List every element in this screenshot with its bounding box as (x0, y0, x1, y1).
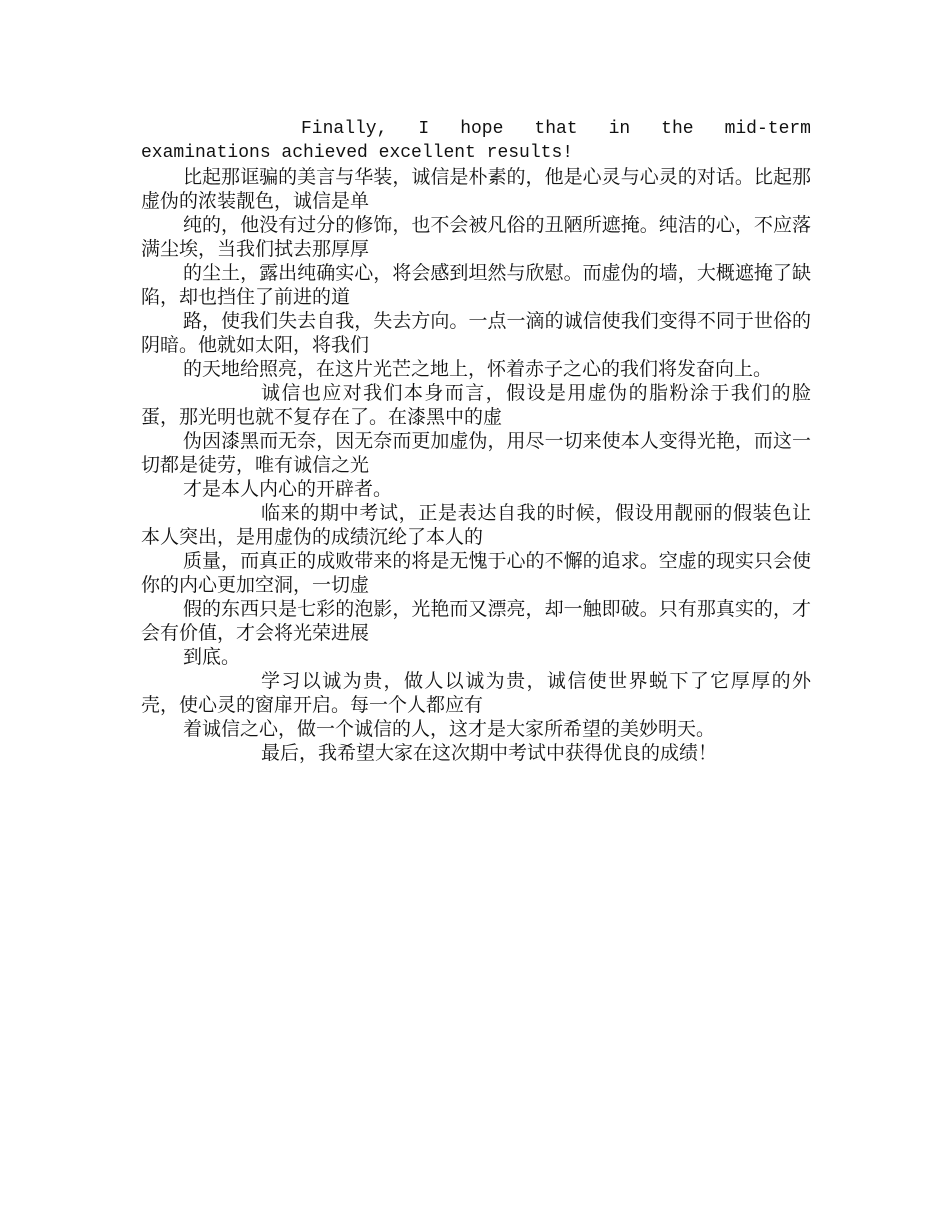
paragraph: 的尘土，露出纯确实心，将会感到坦然与欣慰。而虚伪的墙，大概遮掩了缺陷，却也挡住了前进的道 (141, 262, 811, 308)
paragraph: 纯的，他没有过分的修饰，也不会被凡俗的丑陋所遮掩。纯洁的心，不应落满尘埃，当我们拭去那厚厚 (141, 214, 811, 260)
paragraph: 质量，而真正的成败带来的将是无愧于心的不懈的追求。空虚的现实只会使你的内心更加空洞，一切虚 (141, 550, 811, 596)
paragraph: 比起那诓骗的美言与华装，诚信是朴素的，他是心灵与心灵的对话。比起那虚伪的浓装靓色，诚信是单 (141, 166, 811, 212)
paragraph: 诚信也应对我们本身而言，假设是用虚伪的脂粉涂于我们的脸蛋，那光明也就不复存在了。在漆黑中的虚 (141, 382, 811, 428)
paragraph: 学习以诚为贵，做人以诚为贵，诚信使世界蜕下了它厚厚的外壳，使心灵的窗扉开启。每一个人都应有 (141, 670, 811, 716)
paragraph: 路，使我们失去自我，失去方向。一点一滴的诚信使我们变得不同于世俗的阴暗。他就如太阳，将我们 (141, 310, 811, 356)
paragraph: 临来的期中考试，正是表达自我的时候，假设用靓丽的假装色让本人突出，是用虚伪的成绩沉纶了本人的 (141, 502, 811, 548)
paragraph: 到底。 (183, 646, 241, 668)
paragraph-chinese-closing: 最后，我希望大家在这次期中考试中获得优良的成绩！ (261, 742, 718, 764)
paragraph-english-closing: Finally, I hope that in the mid-term examinations achieved excellent results! (141, 119, 811, 163)
document-body (141, 117, 811, 765)
paragraph: 着诚信之心，做一个诚信的人，这才是大家所希望的美妙明天。 (183, 718, 716, 740)
paragraph: 伪因漆黑而无奈，因无奈而更加虚伪，用尽一切来使本人变得光艳，而这一切都是徒劳，唯有诚信之光 (141, 430, 811, 476)
paragraph: 假的东西只是七彩的泡影，光艳而又漂亮，却一触即破。只有那真实的，才会有价值，才会将光荣进展 (141, 598, 811, 644)
paragraph: 的天地给照亮，在这片光芒之地上，怀着赤子之心的我们将发奋向上。 (183, 358, 773, 380)
paragraph: 才是本人内心的开辟者。 (183, 478, 393, 500)
